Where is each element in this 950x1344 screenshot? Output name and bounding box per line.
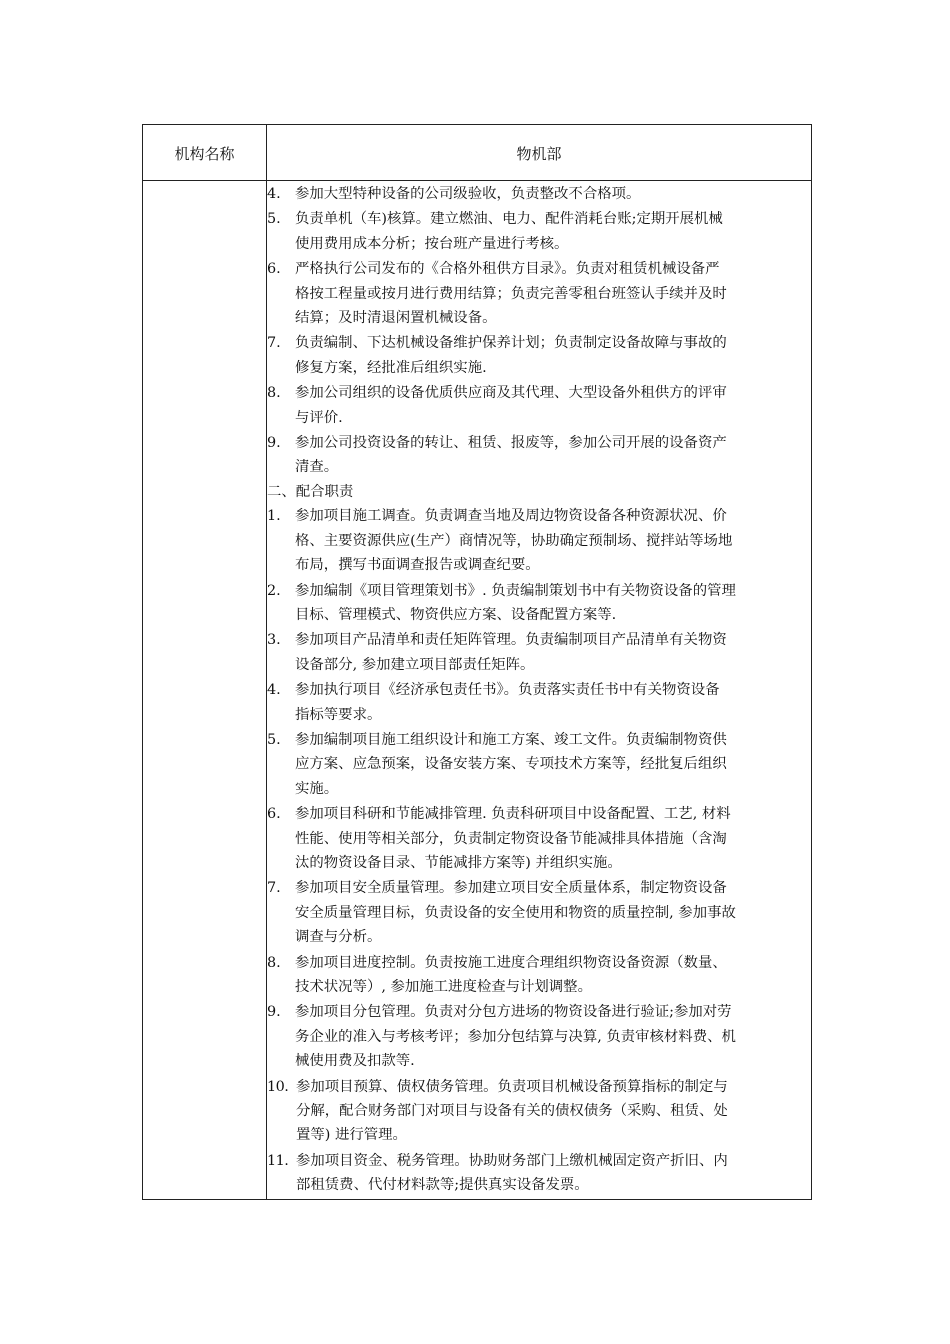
item-line: 务企业的准入与考核考评；参加分包结算与决算, 负责审核材料费、机 <box>295 1028 736 1045</box>
item-line: 参加项目科研和节能减排管理. 负责科研项目中设备配置、工艺, 材料 <box>295 806 731 823</box>
item-line: 参加项目施工调查。负责调查当地及周边物资设备各种资源状况、价 <box>295 508 727 525</box>
item-text <box>295 182 805 206</box>
item-line: 参加执行项目《经济承包责任书》。负责落实责任书中有关物资设备 <box>295 682 720 699</box>
list-item <box>267 207 805 256</box>
item-text <box>295 951 805 1000</box>
item-line: 械使用费及扣款等. <box>295 1053 415 1070</box>
coop-duties-list <box>267 504 805 1197</box>
item-line: 结算；及时清退闲置机械设备。 <box>295 310 497 327</box>
item-line: 格、主要资源供应(生产）商情况等，协助确定预制场、搅拌站等场地 <box>295 532 733 549</box>
item-number: 8. <box>267 954 281 971</box>
item-line: 部租赁费、代付材料款等;提供真实设备发票。 <box>296 1177 589 1194</box>
item-line: 目标、管理模式、物资供应方案、设备配置方案等. <box>295 606 617 623</box>
item-text <box>295 802 805 875</box>
list-item <box>267 1000 805 1073</box>
item-line: 安全质量管理目标，负责设备的安全使用和物资的质量控制, 参加事故 <box>295 904 736 921</box>
item-line: 与评价. <box>295 409 343 426</box>
list-item <box>267 876 805 949</box>
item-number: 5. <box>267 731 281 748</box>
item-line: 参加项目预算、债权债务管理。负责项目机械设备预算指标的制定与 <box>296 1078 728 1095</box>
item-number: 11. <box>267 1152 289 1169</box>
item-text <box>295 331 805 380</box>
item-line: 参加公司组织的设备优质供应商及其代理、大型设备外租供方的评审 <box>295 385 727 402</box>
org-name-label: 机构名称 <box>174 144 235 163</box>
item-text <box>295 381 805 430</box>
item-number: 6. <box>267 806 281 823</box>
item-number: 2. <box>267 582 281 599</box>
item-number: 9. <box>267 1004 281 1021</box>
item-line: 清查。 <box>295 459 339 476</box>
list-item <box>267 628 805 677</box>
list-item <box>267 331 805 380</box>
item-line: 应方案、应急预案，设备安装方案、专项技术方案等，经批复后组织 <box>295 756 727 773</box>
list-item <box>267 504 805 577</box>
item-number: 5. <box>267 211 281 228</box>
item-text <box>295 257 805 330</box>
list-item <box>267 1075 805 1148</box>
item-line: 参加项目产品清单和责任矩阵管理。负责编制项目产品清单有关物资 <box>295 632 727 649</box>
item-number: 7. <box>267 335 281 352</box>
item-number: 1. <box>267 508 281 525</box>
item-text <box>295 728 805 801</box>
item-number: 9. <box>267 435 281 452</box>
main-duties-list <box>267 182 805 480</box>
item-text <box>295 207 805 256</box>
item-number: 8. <box>267 385 281 402</box>
item-text <box>295 628 805 677</box>
item-text <box>295 579 805 628</box>
item-line: 设备部分, 参加建立项目部责任矩阵。 <box>295 656 535 673</box>
item-line: 技术状况等）, 参加施工进度检查与计划调整。 <box>295 979 592 995</box>
item-line: 置等) 进行管理。 <box>296 1127 407 1144</box>
list-item <box>267 951 805 1000</box>
item-text <box>295 1000 805 1073</box>
item-number: 4. <box>267 682 281 699</box>
item-line: 汰的物资设备目录、节能减排方案等) 并组织实施。 <box>295 854 622 871</box>
item-number: 7. <box>267 880 281 897</box>
list-item <box>267 431 805 480</box>
item-text <box>295 678 805 727</box>
item-line: 负责编制、下达机械设备维护保养计划；负责制定设备故障与事故的 <box>295 335 727 352</box>
item-line: 布局，撰写书面调查报告或调查纪要。 <box>295 557 540 574</box>
section-title: 二、配合职责 <box>267 483 354 500</box>
item-number: 3. <box>267 632 281 649</box>
item-line: 指标等要求。 <box>295 706 382 723</box>
item-text <box>295 504 805 577</box>
item-text <box>295 876 805 949</box>
item-number: 4. <box>267 186 281 202</box>
org-name-value: 物机部 <box>516 144 562 163</box>
item-line: 参加公司投资设备的转让、租赁、报废等，参加公司开展的设备资产 <box>295 435 727 452</box>
item-line: 参加编制项目施工组织设计和施工方案、竣工文件。负责编制物资供 <box>295 731 727 748</box>
item-line: 参加项目资金、税务管理。协助财务部门上缴机械固定资产折旧、内 <box>296 1152 728 1169</box>
item-text <box>296 1075 805 1148</box>
item-line: 参加项目分包管理。负责对分包方进场的物资设备进行验证;参加对劳 <box>295 1004 732 1021</box>
item-line: 参加大型特种设备的公司级验收，负责整改不合格项。 <box>295 186 641 202</box>
item-text <box>295 431 805 480</box>
item-line: 格按工程量或按月进行费用结算；负责完善零租台班签认手续并及时 <box>295 285 727 302</box>
item-line: 实施。 <box>295 780 339 797</box>
item-line: 参加项目安全质量管理。参加建立项目安全质量体系，制定物资设备 <box>295 880 727 897</box>
list-item <box>267 728 805 801</box>
list-item <box>267 381 805 430</box>
list-item <box>267 257 805 330</box>
item-number: 10. <box>267 1078 289 1095</box>
item-line: 使用费用成本分析；按台班产量进行考核。 <box>295 235 569 252</box>
list-item <box>267 802 805 875</box>
item-line: 分解，配合财务部门对项目与设备有关的债权债务（采购、租赁、处 <box>296 1103 728 1120</box>
item-line: 性能、使用等相关部分，负责制定物资设备节能减排具体措施（含淘 <box>295 830 727 847</box>
item-line: 参加项目进度控制。负责按施工进度合理组织物资设备资源（数量、 <box>295 954 727 971</box>
list-item <box>267 1149 805 1198</box>
duty-table <box>142 124 812 1200</box>
duties-content <box>267 182 805 1199</box>
item-line: 修复方案，经批准后组织实施. <box>295 359 487 376</box>
table-header-row <box>143 125 811 181</box>
list-item <box>267 182 805 206</box>
item-line: 严格执行公司发布的《合格外租供方目录》。负责对租赁机械设备严 <box>295 261 720 278</box>
item-line: 负责单机（车)核算。建立燃油、电力、配件消耗台账;定期开展机械 <box>295 211 723 228</box>
item-text <box>296 1149 805 1198</box>
list-item <box>267 579 805 628</box>
item-number: 6. <box>267 261 281 278</box>
item-line: 调查与分析。 <box>295 929 382 946</box>
item-line: 参加编制《项目管理策划书》. 负责编制策划书中有关物资设备的管理 <box>295 582 736 599</box>
list-item <box>267 678 805 727</box>
